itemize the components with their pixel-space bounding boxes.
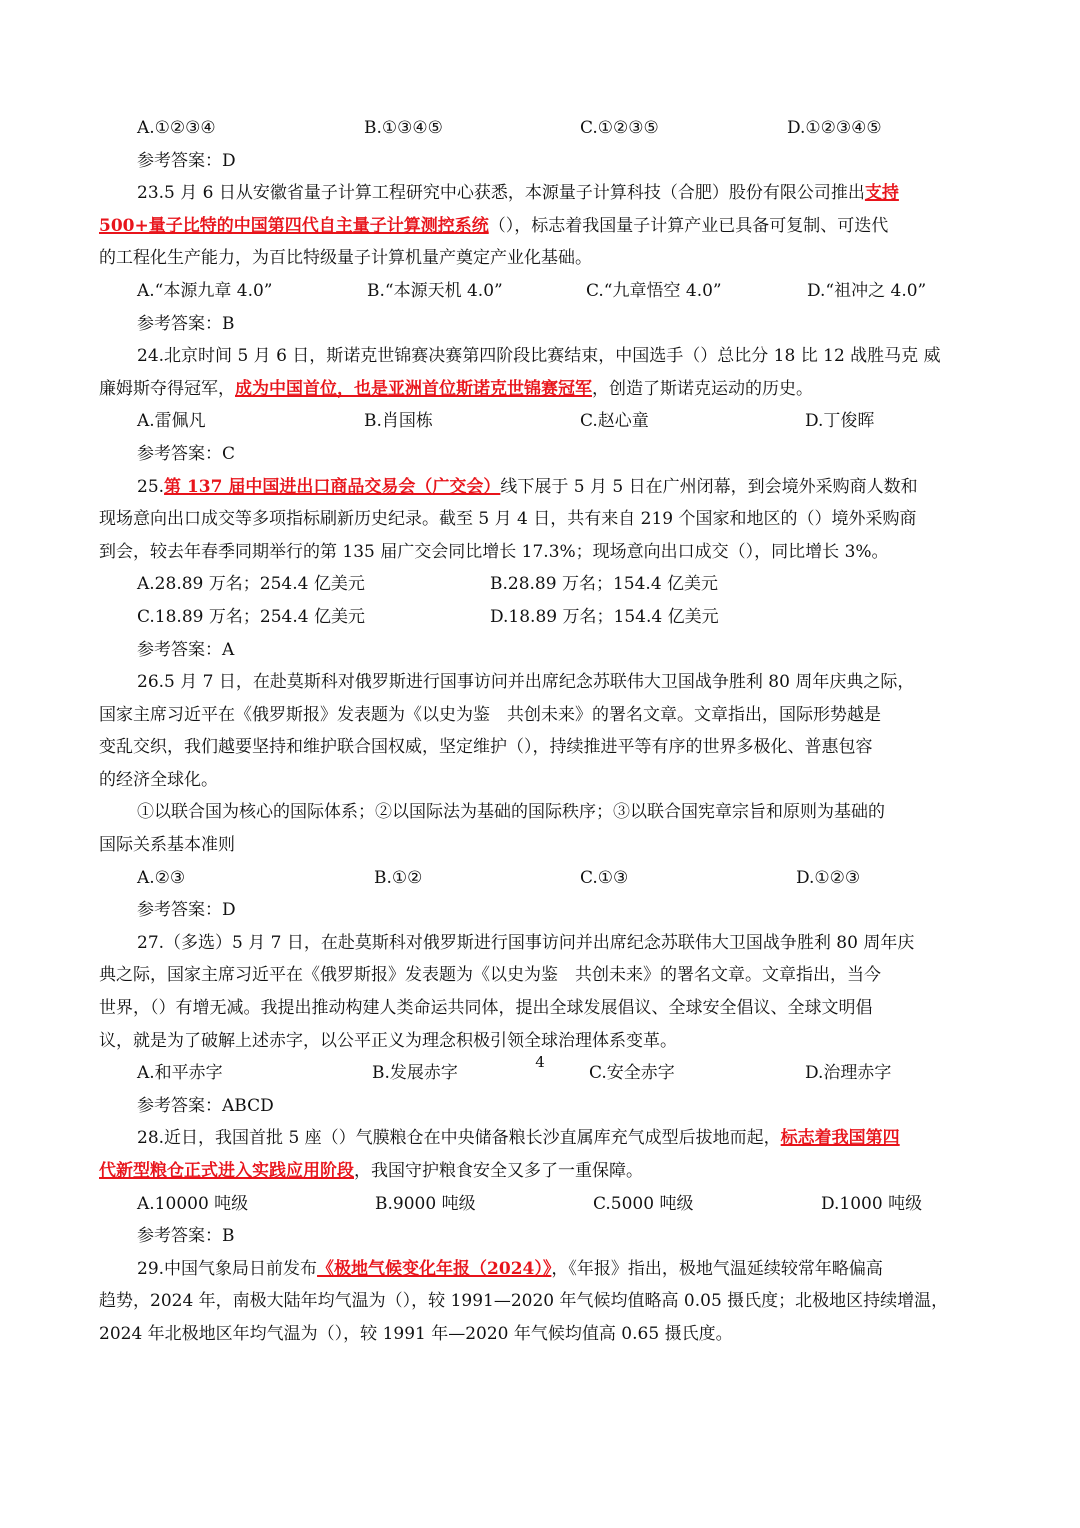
q23-line-3: 的工程化生产能力，为百比特级量子计算机量产奠定产业化基础。 <box>99 248 592 269</box>
option-d: D.治理赤字 <box>805 1063 892 1084</box>
q23-highlight-2: 500+量子比特的中国第四代自主量子计算测控系统 <box>99 215 489 236</box>
option-c: C.安全赤字 <box>589 1063 675 1084</box>
q26-statements-2: 国际关系基本准则 <box>99 835 235 856</box>
q24-answer: 参考答案：C <box>137 443 236 464</box>
option-b: B.①③④⑤ <box>364 118 443 138</box>
q26-line-3: 变乱交织，我们越要坚持和维护联合国权威，坚定维护（），持续推进平等有序的世界多极化、普惠包容 <box>99 737 873 758</box>
option-d: D.1000 吨级 <box>821 1193 923 1214</box>
q25-number: 25. <box>137 476 165 497</box>
q27-line-4: 议，就是为了破解上述赤字，以公平正义为理念积极引领全球治理体系变革。 <box>99 1030 677 1051</box>
option-c: C.“九章悟空 4.0” <box>586 280 722 301</box>
option-b: B.肖国栋 <box>364 411 433 432</box>
q28-highlight-1: 标志着我国第四 <box>780 1128 900 1149</box>
q25-highlight: 第 137 届中国进出口商品交易会（广交会） <box>164 476 501 497</box>
option-a: A.10000 吨级 <box>137 1193 249 1214</box>
q28-text: 28.近日，我国首批 5 座（）气膜粮仓在中央储备粮长沙直属库充气成型后拔地而起， <box>137 1128 781 1149</box>
option-b: B.发展赤字 <box>372 1063 458 1084</box>
option-b: B.28.89 万名；154.4 亿美元 <box>490 574 719 595</box>
q26-line-4: 的经济全球化。 <box>99 769 218 790</box>
q24-line-1: 24.北京时间 5 月 6 日，斯诺克世锦赛决赛第四阶段比赛结束，中国选手（）总比分 18 比 12 战胜马克 威 <box>137 346 941 367</box>
option-b: B.9000 吨级 <box>375 1193 476 1214</box>
q22-answer: 参考答案：D <box>137 150 236 171</box>
option-d: D.18.89 万名；154.4 亿美元 <box>490 606 719 627</box>
option-a: A.①②③④ <box>137 118 216 138</box>
q24-text: 廉姆斯夺得冠军， <box>99 378 235 399</box>
option-c: C.18.89 万名；254.4 亿美元 <box>137 606 365 627</box>
option-a: A.“本源九章 4.0” <box>137 280 273 301</box>
option-c: C.5000 吨级 <box>593 1193 694 1214</box>
q26-line-1: 26.5 月 7 日，在赴莫斯科对俄罗斯进行国事访问并出席纪念苏联伟大卫国战争胜利 80 周年庆典之际， <box>137 672 915 693</box>
q29-line-1 <box>99 1253 979 1286</box>
option-d: D.①②③④⑤ <box>787 118 882 138</box>
q28-line-1 <box>99 1122 979 1155</box>
option-b: B.“本源天机 4.0” <box>367 280 503 301</box>
option-c: C.①③ <box>580 867 629 888</box>
q29-text: ，《年报》指出，极地气温延续较常年略偏高 <box>551 1258 883 1279</box>
q23-highlight-1: 支持 <box>864 183 899 204</box>
q28-highlight-2: 代新型粮仓正式进入实践应用阶段 <box>99 1161 354 1181</box>
q29-line-2: 趋势，2024 年，南极大陆年均气温为（），较 1991—2020 年气候均值略高 0.05 摄氏度；北极地区持续增温， <box>99 1291 949 1312</box>
q29-line-3: 2024 年北极地区年均气温为（），较 1991 年—2020 年气候均值高 0.65 摄氏度。 <box>99 1323 733 1344</box>
q23-text: （），标志着我国量子计算产业已具备可复制、可迭代 <box>488 215 889 236</box>
option-d: D.丁俊晖 <box>805 411 875 432</box>
q25-line-1 <box>99 471 979 504</box>
q26-answer: 参考答案：D <box>137 900 236 921</box>
q25-text: 线下展于 5 月 5 日在广州闭幕，到会境外采购商人数和 <box>500 476 918 497</box>
option-d: D.“祖冲之 4.0” <box>807 280 927 301</box>
option-c: C.赵心童 <box>580 411 649 432</box>
q26-options <box>99 862 979 895</box>
q24-highlight: 成为中国首位，也是亚洲首位斯诺克世锦赛冠军 <box>235 378 592 399</box>
q23-line-2 <box>99 210 979 243</box>
q23-options <box>99 275 979 308</box>
option-a: A.雷佩凡 <box>137 411 206 432</box>
q27-line-1: 27.（多选）5 月 7 日，在赴莫斯科对俄罗斯进行国事访问并出席纪念苏联伟大卫国战争胜利 80 周年庆 <box>137 932 915 953</box>
option-c: C.①②③⑤ <box>580 118 659 138</box>
q28-options <box>99 1188 979 1221</box>
option-a: A.28.89 万名；254.4 亿美元 <box>137 574 365 595</box>
q28-line-2 <box>99 1155 979 1188</box>
q27-line-2: 典之际，国家主席习近平在《俄罗斯报》发表题为《以史为鉴 共创未来》的署名文章。文章指出，当今 <box>99 965 881 986</box>
q27-answer: 参考答案：ABCD <box>137 1095 274 1116</box>
q23-line-1 <box>99 177 979 210</box>
page-number: 4 <box>535 1053 545 1071</box>
document-body <box>99 112 979 1351</box>
q28-answer: 参考答案：B <box>137 1226 235 1247</box>
option-a: A.②③ <box>137 867 186 888</box>
q26-statements-1: ①以联合国为核心的国际体系；②以国际法为基础的国际秩序；③以联合国宪章宗旨和原则为基础的 <box>137 802 885 823</box>
q23-text: 23.5 月 6 日从安徽省量子计算工程研究中心获悉，本源量子计算科技（合肥）股份有限公司推出 <box>137 183 865 204</box>
q24-line-2 <box>99 373 979 406</box>
option-d: D.①②③ <box>796 867 861 888</box>
q25-options-row-2 <box>99 601 979 634</box>
q26-line-2: 国家主席习近平在《俄罗斯报》发表题为《以史为鉴 共创未来》的署名文章。文章指出，国际形势越是 <box>99 704 881 725</box>
q22-options <box>99 112 979 145</box>
q25-options-row-1 <box>99 568 979 601</box>
q23-answer: 参考答案：B <box>137 313 235 334</box>
q29-text: 29.中国气象局日前发布 <box>137 1258 318 1279</box>
q25-line-2: 现场意向出口成交等多项指标刷新历史纪录。截至 5 月 4 日，共有来自 219 个国家和地区的（）境外采购商 <box>99 509 917 530</box>
q29-highlight: 《极地气候变化年报（2024）》 <box>317 1258 552 1279</box>
option-b: B.①② <box>374 867 423 888</box>
q24-options <box>99 405 979 438</box>
q25-answer: 参考答案：A <box>137 639 235 660</box>
q28-text: ，我国守护粮食安全又多了一重保障。 <box>354 1161 643 1181</box>
q24-text: ，创造了斯诺克运动的历史。 <box>592 378 813 399</box>
option-a: A.和平赤字 <box>137 1063 223 1084</box>
q27-line-3: 世界，（）有增无减。我提出推动构建人类命运共同体，提出全球发展倡议、全球安全倡议、全球文明倡 <box>99 998 873 1019</box>
q25-line-3: 到会，较去年春季同期举行的第 135 届广交会同比增长 17.3%；现场意向出口成交（），同比增长 3%。 <box>99 541 889 562</box>
